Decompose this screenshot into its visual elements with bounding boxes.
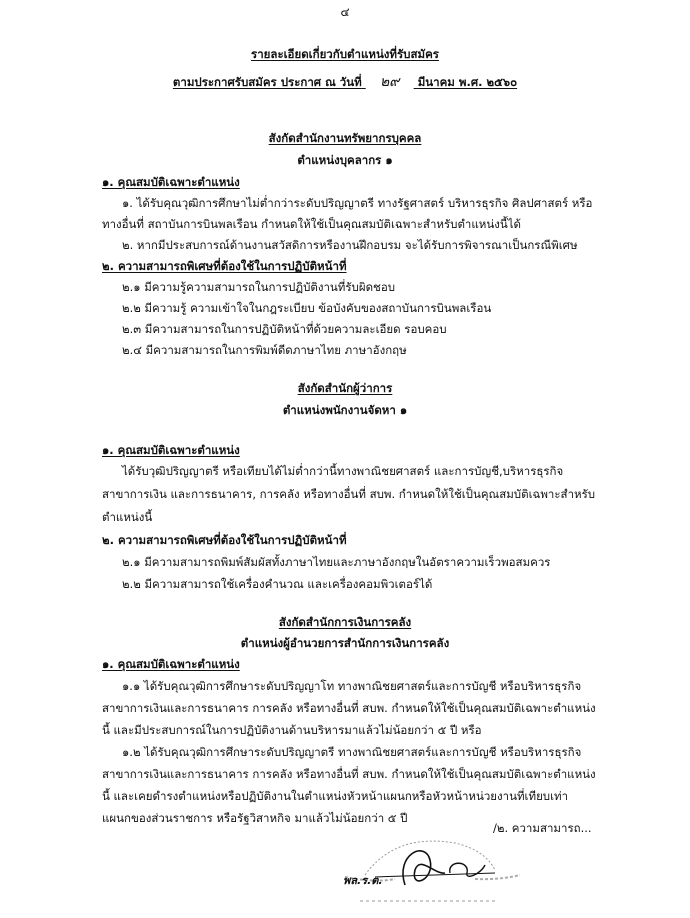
section-3-qualification-line: สาขาการเงินและการธนาคาร การคลัง หรือทางอื่นที่ สบพ. กำหนดให้ใช้เป็นคุณสมบัติเฉพาะตำแหน่ง	[102, 767, 596, 781]
heading-text: ๑. คุณสมบัติเฉพาะตำแหน่ง	[102, 657, 240, 671]
subtitle-prefix: ตามประกาศรับสมัคร ประกาศ ณ วันที่	[172, 75, 362, 89]
section-1-position: ตำแหน่งบุคลากร ๑	[297, 153, 393, 167]
section-1-skill-item: ๒.๓ มีความสามารถในการปฏิบัติหน้าที่ด้วยความละเอียด รอบคอบ	[122, 322, 447, 336]
heading-text: ๑. คุณสมบัติเฉพาะตำแหน่ง	[102, 443, 240, 457]
section-3-position: ตำแหน่งผู้อำนวยการสำนักการเงินการคลัง	[240, 636, 450, 650]
section-3-qualification-line: นี้ และเคยดำรงตำแหน่งหรือปฏิบัติงานในตำแหน่งหัวหน้าแผนกหรือหัวหน้าหน่วยงานที่เทียบเท่า	[102, 789, 569, 803]
section-3-qualification-line: ๑.๒ ได้รับคุณวุฒิการศึกษาระดับปริญญาตรี ทางพาณิชยศาสตร์และการบัญชี หรือบริหารธุรกิจ	[122, 745, 582, 759]
section-1-skill-item: ๒.๔ มีความสามารถในการพิมพ์ดีดภาษาไทย ภาษาอังกฤษ	[122, 343, 407, 357]
section-2-qualification-line: ได้รับวุฒิปริญญาตรี หรือเทียบได้ไม่ต่ำกว่านี้ทางพาณิชยศาสตร์ และการบัญชี,บริหารธุรกิจ	[122, 464, 564, 478]
section-1-qualification-line: ๑. ได้รับคุณวุฒิการศึกษาไม่ต่ำกว่าระดับปริญญาตรี ทางรัฐศาสตร์ บริหารธุรกิจ ศิลปศาสตร์ หรือ	[122, 196, 593, 210]
subtitle-suffix: มีนาคม พ.ศ. ๒๕๖๐	[417, 75, 518, 89]
section-3-qualification-line: ๑.๑ ได้รับคุณวุฒิการศึกษาระดับปริญญาโท ทางพาณิชยศาสตร์และการบัญชี หรือบริหารธุรกิจ	[122, 679, 582, 693]
subtitle-day-handwritten: ๒๙	[379, 74, 400, 90]
section-2-department: สังกัดสำนักผู้ว่าการ	[297, 381, 393, 395]
section-1-department: สังกัดสำนักงานทรัพยากรบุคคล	[268, 131, 422, 145]
document-title: รายละเอียดเกี่ยวกับตำแหน่งที่รับสมัคร	[251, 47, 439, 61]
section-1-skill-item: ๒.๒ มีความรู้ ความเข้าใจในกฎระเบียบ ข้อบังคับของสถาบันการบินพลเรือน	[122, 301, 492, 315]
page-number: ๔	[340, 5, 350, 19]
section-2-position: ตำแหน่งพนักงานจัดหา ๑	[282, 403, 408, 417]
section-3-qualification-line: นี้ และมีประสบการณ์ในการปฏิบัติงานด้านบริหารมาแล้วไม่น้อยกว่า ๕ ปี หรือ	[102, 723, 482, 737]
section-2-skills-heading: ๒. ความสามารถพิเศษที่ต้องใช้ในการปฏิบัติหน้าที่	[102, 533, 347, 547]
section-3-qualification-line: แผนกของส่วนราชการ หรือรัฐวิสาหกิจ มาแล้วไม่น้อยกว่า ๕ ปี	[102, 811, 408, 825]
section-2-qualification-line: สาขาการเงิน และการธนาคาร, การคลัง หรือทางอื่นที่ สบพ. กำหนดให้ใช้เป็นคุณสมบัติเฉพาะสำหรับ	[102, 487, 596, 501]
section-1-skill-item: ๒.๑ มีความรู้ความสามารถในการปฏิบัติงานที่รับผิดชอบ	[122, 280, 396, 294]
section-1-qualification-heading	[102, 172, 240, 192]
heading-text: ๑. คุณสมบัติเฉพาะตำแหน่ง	[102, 175, 240, 189]
continuation-marker: /๒. ความสามารถ...	[493, 821, 592, 835]
section-3-department: สังกัดสำนักการเงินการคลัง	[278, 615, 412, 629]
signer-rank-text: พล.ร.ต.	[343, 874, 383, 887]
section-2-skill-item: ๒.๑ มีความสามารถพิมพ์สัมผัสทั้งภาษาไทยและภาษาอังกฤษในอัตราความเร็วพอสมควร	[122, 555, 551, 569]
section-2-skill-item: ๒.๒ มีความสามารถใช้เครื่องคำนวณ และเครื่องคอมพิวเตอร์ได้	[122, 577, 433, 591]
heading-text: ๒. ความสามารถพิเศษที่ต้องใช้ในการปฏิบัติหน้าที่	[102, 259, 347, 273]
section-3-qualification-line: สาขาการเงินและการธนาคาร การคลัง หรือทางอื่นที่ สบพ. กำหนดให้ใช้เป็นคุณสมบัติเฉพาะตำแหน่ง	[102, 701, 596, 715]
section-2-qualification-heading	[102, 440, 240, 460]
section-2-qualification-line: ตำแหน่งนี้	[102, 510, 153, 524]
official-stamp-signature	[335, 835, 525, 915]
section-1-skills-heading	[102, 256, 347, 276]
section-3-qualification-heading	[102, 654, 240, 674]
document-subtitle	[0, 72, 690, 92]
section-1-qualification-line: ทางอื่นที่ สถาบันการบินพลเรือน กำหนดให้ใช้เป็นคุณสมบัติเฉพาะสำหรับตำแหน่งนี้ได้	[102, 217, 521, 231]
section-1-qualification-line: ๒. หากมีประสบการณ์ด้านงานสวัสดิการหรืองานฝึกอบรม จะได้รับการพิจารณาเป็นกรณีพิเศษ	[122, 238, 578, 252]
